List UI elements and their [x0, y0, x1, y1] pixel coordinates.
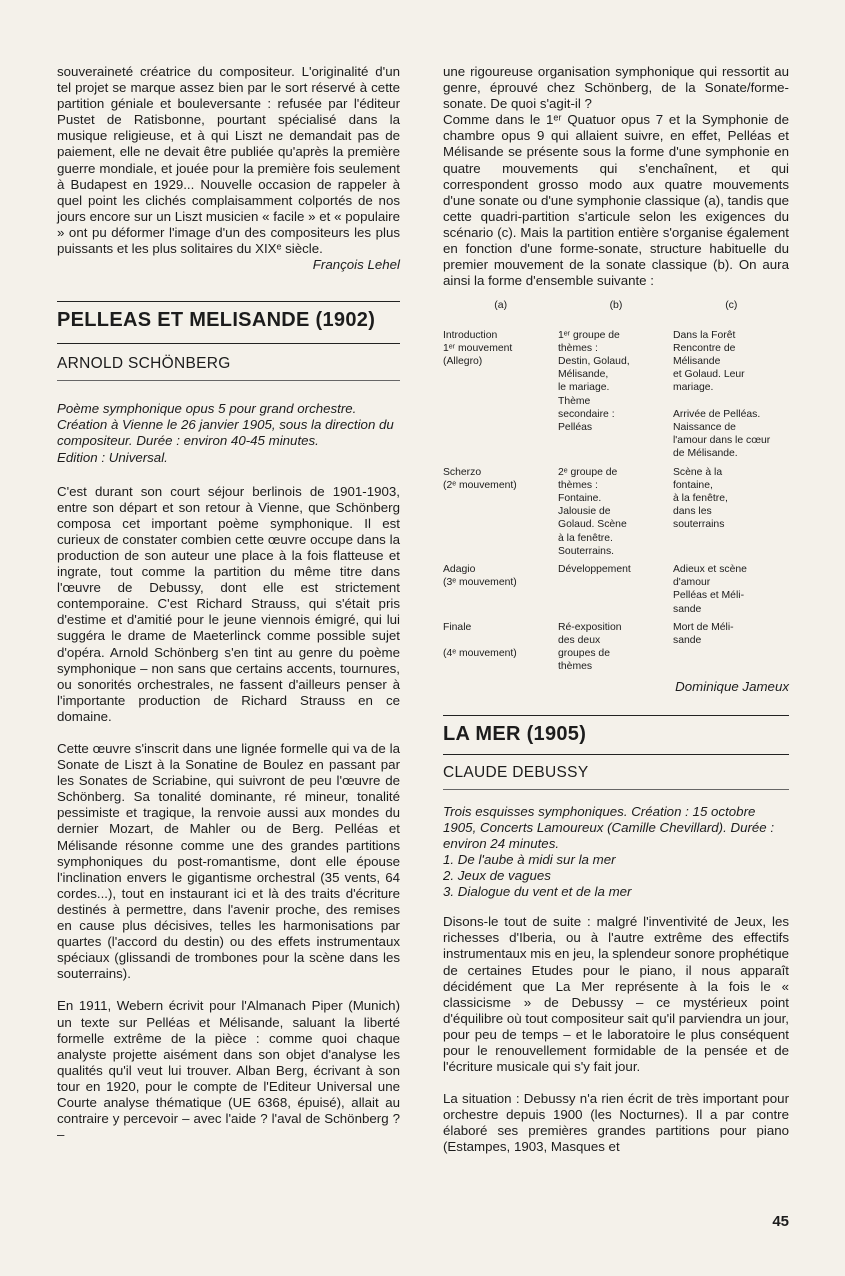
table-header-cell: (b) [609, 299, 623, 312]
signature-jameux: Dominique Jameux [675, 678, 789, 694]
paragraph: Disons-le tout de suite : malgré l'inventivité de Jeux, les richesses d'Iberia, ou à l'autre extrême des effectifs instrumentaux mis en jeu, la splendeur sonore prophétique de certaines Etudes pour le piano, il nous apparaît décidément que La Mer représente à la fois le « classicisme » de Debussy – ce mystérieux point d'équilibre où tout compositeur sait qu'il parviendra un jour, pour peu de temps – et le laboratoire le plus conséquent pour le renouvellement formidable de la pensée et de l'écriture musicale qui s'y fait jour. [443, 914, 789, 1075]
table-cell: Scherzo (2ᵉ mouvement) [443, 466, 517, 491]
composer-schoenberg: ARNOLD SCHÖNBERG [57, 355, 231, 373]
paragraph: Cette œuvre s'inscrit dans une lignée formelle qui va de la Sonate de Liszt à la Sonatine de Boulez en passant par les Sonates de Scriabine, qui suivront de peu l'œuvre de Schönberg. Sa tonalité dominante, ré mineur, tonalité pessimiste et tragique, la renvoie aussi aux mondes du dernier Mozart, de Mahler ou de Berg. Pelléas et Mélisande résonne comme une des grandes partitions symphoniques du post-romantisme, dont elle épouse l'inclination envers le gigantisme orchestral (35 vents, 64 cordes...), tout en instaurant ici et là des traits d'écriture destinés à permettre, dans l'avenir proche, des remises en cause plus décisives, telles les harmonisations par quartes (l'accord du destin) ou des effets instrumentaux spéciaux (glissandi de trombones pour la scène dans les souterrains). [57, 741, 400, 982]
section-rule [443, 715, 789, 716]
table-row [443, 329, 789, 461]
table-cell: Adieux et scène d'amour Pelléas et Méli- sande [673, 563, 747, 615]
section-rule [57, 343, 400, 344]
work-info-line: Edition : Universal. [57, 449, 168, 465]
section-title-la-mer: LA MER (1905) [443, 722, 587, 745]
table-cell: Développement [558, 563, 631, 575]
work-info-line: 1. De l'aube à midi sur la mer [443, 851, 616, 867]
paragraph: une rigoureuse organisation symphonique qui ressortit au genre, éprouvé chez Schönberg, de la Sonate/forme-sonate. De quoi s'agit-il ? [443, 64, 789, 112]
table-header-cell: (c) [725, 299, 738, 312]
page-number: 45 [772, 1213, 789, 1230]
table-cell: 2ᵉ groupe de thèmes : Fontaine. Jalousie de Golaud. Scène à la fenêtre. Souterrains. [558, 466, 627, 557]
work-info-line: Poème symphonique opus 5 pour grand orchestre. Création à Vienne le 26 janvier 1905, sous la direction du compositeur. Durée : environ 40-45 minutes. [57, 401, 394, 449]
section-rule [443, 789, 789, 790]
table-cell: Ré-exposition des deux groupes de thèmes [558, 621, 622, 673]
section-rule [57, 380, 400, 381]
paragraph-liszt-ending: souveraineté créatrice du compositeur. L'originalité d'un tel projet se marque assez bien par le sort réservé à cette partition géniale et bouleversante : refusée par l'éditeur Pustet de Ratisbonne, pourtant spécialisé dans la musique religieuse, et à qui Liszt ne demandait pas de paiement, elle ne devait être publiée qu'après la première guerre mondiale, et jouée pour la première fois seulement à Budapest en 1929... Nouvelle occasion de rappeler à quel point les clichés complaisamment colportés de nos jours encore sur un Liszt musicien « facile » et « populaire » ont pu déformer l'image d'un des compositeurs les plus puissants et les plus solitaires du XIXᵉ siècle. [57, 64, 400, 257]
table-cell: 1ᵉʳ groupe de thèmes : Destin, Golaud, Mélisande, le mariage. Thème secondaire : Pelléas [558, 329, 630, 433]
work-info-la-mer [443, 804, 789, 901]
paragraph: Comme dans le 1ᵉʳ Quatuor opus 7 et la Symphonie de chambre opus 9 qui allaient suivre, en effet, Pelléas et Mélisande se présente sous la forme d'une symphonie en quatre mouvements qui s'enchaînent, et qui correspondent grosso modo aux quatre mouvements d'une sonate ou d'une symphonie classique (a), tandis que cette quadri-partition s'articule selon les exigences du scénario (c). Mais la partition entière s'organise également en fonction d'une forme-sonate, structure habituelle du premier mouvement de la sonate classique (b). On aura ainsi la forme d'ensemble suivante : [443, 112, 789, 289]
table-cell: Mort de Méli- sande [673, 621, 734, 646]
work-info-line: 2. Jeux de vagues [443, 868, 551, 884]
table-row [443, 466, 789, 558]
signature-lehel: François Lehel [312, 257, 400, 273]
table-row [443, 563, 789, 616]
table-cell: Dans la Forêt Rencontre de Mélisande et Golaud. Leur mariage. Arrivée de Pelléas. Naissance de l'amour dans le cœur de Mélisande. [673, 329, 771, 460]
work-info-line: 3. Dialogue du vent et de la mer [443, 884, 632, 900]
table-header [443, 299, 789, 312]
section-rule [443, 754, 789, 755]
table-cell: Introduction 1ᵉʳ mouvement (Allegro) [443, 329, 513, 367]
composer-debussy: CLAUDE DEBUSSY [443, 763, 589, 781]
work-info-line: Trois esquisses symphoniques. Création : 15 octobre 1905, Concerts Lamoureux (Camille Chevillard). Durée : environ 24 minutes. [443, 803, 775, 851]
left-column [57, 64, 400, 1143]
table-cell: Adagio (3ᵉ mouvement) [443, 563, 517, 589]
right-column [443, 64, 789, 1156]
table-header-cell: (a) [494, 299, 508, 312]
work-info-pelleas [57, 401, 400, 465]
paragraph: La situation : Debussy n'a rien écrit de très important pour orchestre depuis 1900 (les Nocturnes). Il a par contre élaboré ses premières grandes partitions pour piano (Estampes, 1903, Masques et [443, 1091, 789, 1155]
section-title-pelleas: PELLEAS ET MELISANDE (1902) [57, 309, 376, 332]
table-cell: Scène à la fontaine, à la fenêtre, dans les souterrains [673, 466, 728, 531]
table-row [443, 621, 789, 674]
section-rule [57, 301, 400, 302]
paragraph: C'est durant son court séjour berlinois de 1901-1903, entre son départ et son retour à Vienne, que Schönberg composa cet important poème symphonique. Il est curieux de constater combien cette œuvre occupe dans la production de son auteur une place à la fois flatteuse et ingrate, tout comme la partition du même titre dans l'œuvre de Debussy, dont elle est strictement contemporaine. C'est Richard Strauss, qui s'était pris d'estime et d'amitié pour le jeune viennois émigré, qui lui suggéra le drame de Maeterlinck comme possible sujet d'opéra. Arnold Schönberg s'en tint au genre du poème symphonique – non sans que certains accents, tournures, ou sonorités orchestrales, ne fassent d'ailleurs penser à l'importante production de Richard Strauss en ce domaine. [57, 483, 400, 724]
table-cell: Finale (4ᵉ mouvement) [443, 621, 517, 660]
paragraph: En 1911, Webern écrivit pour l'Almanach Piper (Munich) un texte sur Pelléas et Mélisande, saluant la liberté formelle extrême de la pièce : comme quoi chaque analyste projette aisément dans son objet d'analyse les qualités qu'il veut lui trouver. Alban Berg, écrivant à son tour en 1920, pour le compte de l'Editeur Universal une Courte analyse thématique (UE 6368, épuisé), allait au contraire y percevoir – avec l'aide ? l'aval de Schönberg ? – [57, 998, 400, 1143]
form-table [443, 299, 789, 673]
